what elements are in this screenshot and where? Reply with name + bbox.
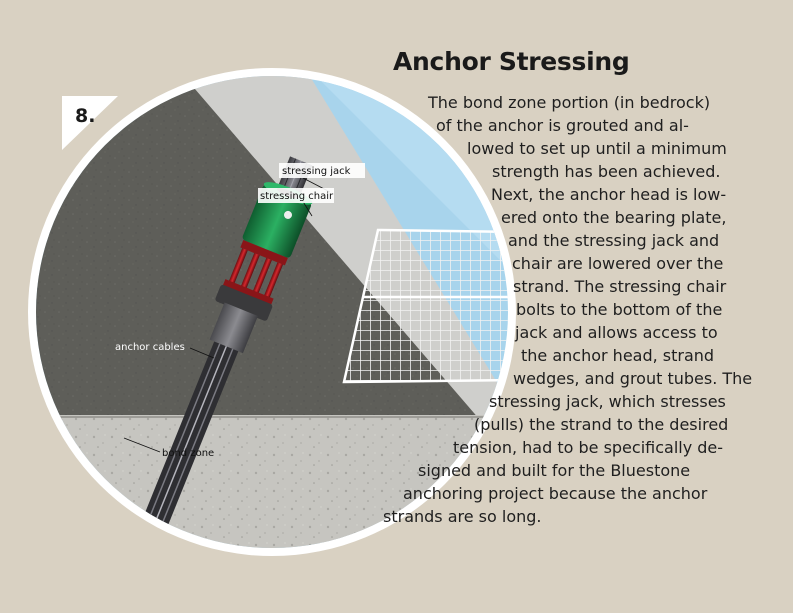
label-anchor-cables: anchor cables	[115, 342, 185, 353]
description-line: and the stressing jack and	[508, 231, 720, 250]
label-stressing-jack: stressing jack	[282, 166, 351, 177]
label-stressing-chair: stressing chair	[260, 191, 334, 202]
description-line: The bond zone portion (in bedrock)	[428, 93, 711, 112]
description-line: ered onto the bearing plate,	[501, 208, 727, 227]
description-line: signed and built for the Bluestone	[418, 461, 691, 480]
description-line: anchoring project because the anchor	[403, 484, 708, 503]
description-line: wedges, and grout tubes. The	[513, 369, 753, 388]
description-line: Next, the anchor head is low-	[491, 185, 727, 204]
description-line: strength has been achieved.	[492, 162, 721, 181]
step-number: 8.	[75, 105, 96, 127]
description-line: stressing jack, which stresses	[489, 392, 726, 411]
description-line: tension, had to be specifically de-	[453, 438, 724, 457]
description-line: of the anchor is grouted and al-	[436, 116, 689, 135]
description-line: strand. The stressing chair	[513, 277, 727, 296]
description-line: (pulls) the strand to the desired	[474, 415, 729, 434]
label-bond-zone: bond zone	[162, 448, 215, 459]
description-line: strands are so long.	[383, 507, 542, 526]
description-line: jack and allows access to	[515, 323, 718, 342]
description-line: bolts to the bottom of the	[516, 300, 723, 319]
description-line: lowed to set up until a minimum	[467, 139, 727, 158]
page-title: Anchor Stressing	[393, 47, 630, 76]
description-line: the anchor head, strand	[521, 346, 715, 365]
description-line: chair are lowered over the	[512, 254, 724, 273]
